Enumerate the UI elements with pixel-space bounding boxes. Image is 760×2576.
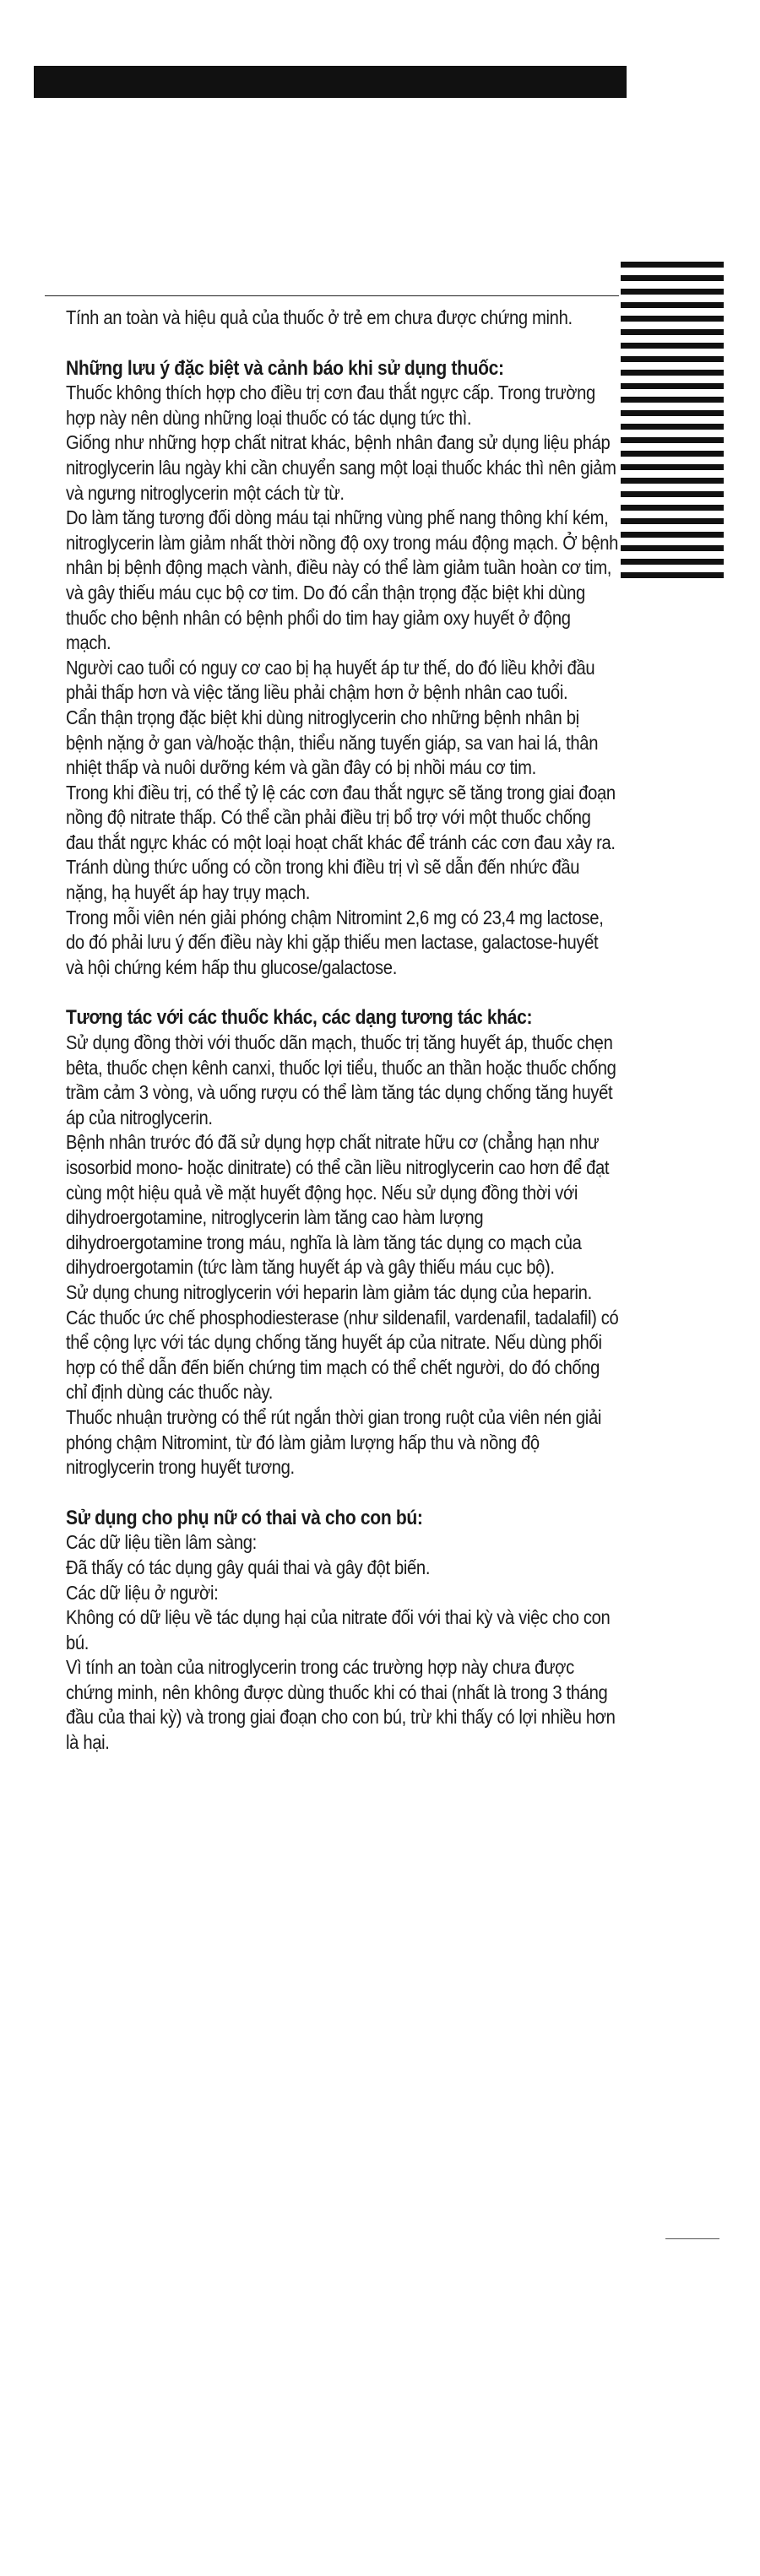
warnings-paragraph: Giống như những hợp chất nitrat khác, bệnh nhân đang sử dụng liệu pháp nitroglycerin lâu ngày khi cần chuyển sang một loại thuốc khác thì nên giảm và ngưng nitroglycerin một cách từ từ. [66, 431, 616, 504]
warnings-paragraph: Tránh dùng thức uống có cồn trong khi điều trị vì sẽ dẫn đến nhức đầu nặng, hạ huyết áp hay trụy mạch. [66, 856, 580, 904]
warnings-paragraph: Trong khi điều trị, có thể tỷ lệ các cơn đau thắt ngực sẽ tăng trong giai đoạn nồng độ nitrate thấp. Có thể cần phải điều trị bổ trợ với một thuốc chống đau thắt ngực khác có một loại hoạt chất khác để tránh các cơn đau xảy ra. [66, 781, 616, 853]
interactions-paragraph: Bệnh nhân trước đó đã sử dụng hợp chất nitrate hữu cơ (chẳng hạn như isosorbid mono- hoặc dinitrate) có thể cần liều nitroglycerin cao hơn để đạt cùng một hiệu quả về mặt huyết động học. Nếu sử dụng đồng thời với dihydroergotamine, nitroglycerin làm tăng cao hàm lượng dihydroergotamine trong máu, nghĩa là làm tăng tác dụng co mạch của dihydroergotamin (tức làm tăng huyết áp và gây thiếu máu cục bộ). [66, 1131, 610, 1279]
warnings-paragraph: Cẩn thận trọng đặc biệt khi dùng nitroglycerin cho những bệnh nhân bị bệnh nặng ở gan và/hoặc thận, thiểu năng tuyến giáp, sa van hai lá, thân nhiệt thấp và nuôi dưỡng kém và gần đây có bị nhồi máu cơ tim. [66, 706, 599, 779]
pregnancy-heading: Sử dụng cho phụ nữ có thai và cho con bú: [66, 1506, 423, 1529]
pregnancy-paragraph: Đã thấy có tác dụng gây quái thai và gây đột biến. [66, 1556, 431, 1578]
interactions-heading: Tương tác với các thuốc khác, các dạng tương tác khác: [66, 1006, 533, 1030]
pregnancy-paragraph: Không có dữ liệu về tác dụng hại của nitrate đối với thai kỳ và việc cho con bú. [66, 1606, 611, 1653]
interactions-paragraph: Sử dụng chung nitroglycerin với heparin làm giảm tác dụng của heparin. [66, 1280, 592, 1303]
document-body [66, 306, 619, 1756]
interactions-paragraph: Sử dụng đồng thời với thuốc dãn mạch, thuốc trị tăng huyết áp, thuốc chẹn bêta, thuốc chẹn kênh canxi, thuốc lợi tiểu, thuốc an thần hoặc thuốc chống trầm cảm 3 vòng, và uống rượu có thể làm tăng tác dụng chống tăng huyết áp của nitroglycerin. [66, 1031, 616, 1128]
pregnancy-paragraph: Các dữ liệu tiền lâm sàng: [66, 1531, 257, 1554]
pregnancy-paragraph: Các dữ liệu ở người: [66, 1581, 219, 1604]
warnings-paragraph: Trong mỗi viên nén giải phóng chậm Nitromint 2,6 mg có 23,4 mg lactose, do đó phải lưu ý đến điều này khi gặp thiếu men lactase, galactose-huyết và hội chứng kém hấp thu glucose/galactose. [66, 906, 604, 978]
side-divider [665, 2238, 719, 2239]
warnings-heading: Những lưu ý đặc biệt và cảnh báo khi sử dụng thuốc: [66, 356, 504, 380]
interactions-paragraph: Các thuốc ức chế phosphodiesterase (như sildenafil, vardenafil, tadalafil) có thể cộng lực với tác dụng chống tăng huyết áp của nitrate. Nếu dùng phối hợp có thể dẫn đến biến chứng tim mạch có thể chết người, do đó chống chỉ định dùng các thuốc này. [66, 1306, 619, 1404]
warnings-paragraph: Người cao tuổi có nguy cơ cao bị hạ huyết áp tư thế, do đó liều khởi đầu phải thấp hơn và việc tăng liều phải chậm hơn ở bệnh nhân cao tuổi. [66, 656, 595, 704]
warnings-paragraph: Thuốc không thích hợp cho điều trị cơn đau thắt ngực cấp. Trong trường hợp này nên dùng những loại thuốc có tác dụng tức thì. [66, 382, 595, 429]
warnings-paragraph: Do làm tăng tương đối dòng máu tại những vùng phế nang thông khí kém, nitroglycerin làm giảm nhất thời nồng độ oxy trong máu động mạch. Ở bệnh nhân bị bệnh động mạch vành, điều này có thể làm giảm tuần hoàn cơ tim, và gây thiếu máu cục bộ cơ tim. Do đó cẩn thận trọng đặc biệt khi dùng thuốc cho bệnh nhân có bệnh phổi do tim hay giảm oxy huyết ở động mạch. [66, 506, 619, 654]
pregnancy-paragraph: Vì tính an toàn của nitroglycerin trong các trường hợp này chưa được chứng minh, nên không được dùng thuốc khi có thai (nhất là trong 3 tháng đầu của thai kỳ) và trong giai đoạn cho con bú, trừ khi thấy có lợi nhiều hơn là hại. [66, 1656, 616, 1754]
top-black-bar [34, 66, 627, 98]
top-divider [45, 295, 619, 296]
barcode-stripes [621, 262, 724, 586]
intro-text: Tính an toàn và hiệu quả của thuốc ở trẻ em chưa được chứng minh. [66, 306, 573, 328]
interactions-paragraph: Thuốc nhuận trường có thể rút ngắn thời gian trong ruột của viên nén giải phóng chậm Nitromint, từ đó làm giảm lượng hấp thu và nồng độ nitroglycerin trong huyết tương. [66, 1405, 601, 1479]
